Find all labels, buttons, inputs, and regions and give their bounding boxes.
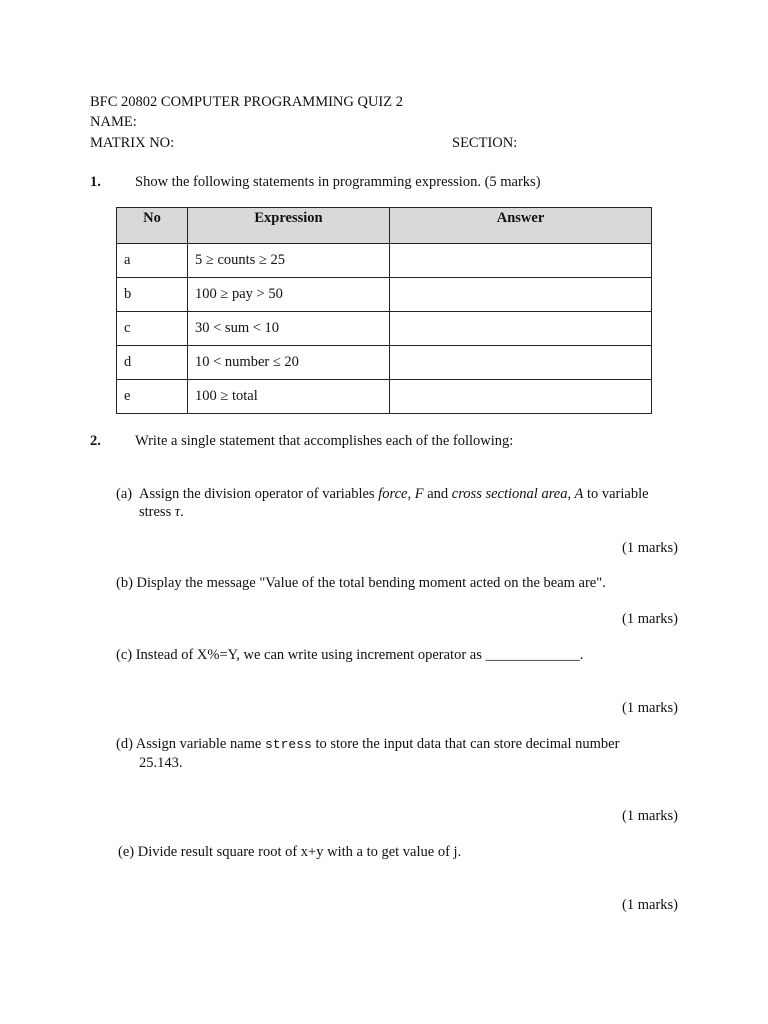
question-1-text: Show the following statements in programming expression. (5 marks) — [135, 174, 541, 190]
question-2b-text: (b) Display the message "Value of the total bending moment acted on the beam are". — [116, 575, 606, 591]
quiz-title: BFC 20802 COMPUTER PROGRAMMING QUIZ 2 — [90, 94, 403, 110]
question-2b-marks: (1 marks) — [622, 611, 678, 627]
question-2a-line2 — [139, 504, 184, 521]
row-answer-cell[interactable] — [390, 346, 652, 380]
question-2d-line2: 25.143. — [139, 755, 183, 771]
question-2a-force: force, F — [378, 486, 424, 502]
row-answer-cell[interactable] — [390, 278, 652, 312]
question-2d-post: to store the input data that can store decimal number — [311, 736, 620, 752]
table-row — [117, 346, 652, 380]
row-expression: 30 < sum < 10 — [188, 312, 390, 346]
question-2a-text — [139, 486, 649, 503]
question-2a-post: to variable — [583, 486, 649, 502]
row-expression: 10 < number ≤ 20 — [188, 346, 390, 380]
column-header-no: No — [117, 208, 188, 244]
matrix-no-label: MATRIX NO: — [90, 135, 175, 151]
row-no: c — [117, 312, 188, 346]
table-row — [117, 312, 652, 346]
question-2a-area: cross sectional area, A — [451, 486, 584, 502]
question-2d-pre: (d) Assign variable name — [116, 736, 265, 752]
question-2-number: 2. — [90, 433, 101, 449]
row-answer-cell[interactable] — [390, 380, 652, 414]
question-2a-line2-post: . — [180, 504, 184, 520]
question-2d-text — [116, 736, 619, 753]
row-expression: 5 ≥ counts ≥ 25 — [188, 244, 390, 278]
table-row — [117, 244, 652, 278]
name-label: NAME: — [90, 114, 137, 130]
question-2c-marks: (1 marks) — [622, 700, 678, 716]
row-no: a — [117, 244, 188, 278]
question-2a-label: (a) — [116, 486, 133, 502]
table-row — [117, 278, 652, 312]
question-2a-mid: and — [423, 486, 452, 502]
table-row — [117, 380, 652, 414]
row-expression: 100 ≥ pay > 50 — [188, 278, 390, 312]
table-header-row — [117, 208, 652, 244]
question-2a-line2-pre: stress — [139, 504, 175, 520]
question-2c-text: (c) Instead of X%=Y, we can write using increment operator as _____________. — [116, 647, 584, 663]
question-2-text: Write a single statement that accomplishes each of the following: — [135, 433, 514, 449]
question-2a-pre: Assign the division operator of variables — [139, 486, 379, 502]
row-answer-cell[interactable] — [390, 312, 652, 346]
question-2d-code: stress — [265, 737, 312, 752]
expression-table — [116, 207, 652, 414]
column-header-expression: Expression — [188, 208, 390, 244]
row-no: d — [117, 346, 188, 380]
question-2d-marks: (1 marks) — [622, 808, 678, 824]
section-label: SECTION: — [452, 135, 518, 151]
tau-symbol: τ — [174, 504, 181, 520]
row-expression: 100 ≥ total — [188, 380, 390, 414]
question-2e-text: (e) Divide result square root of x+y with a to get value of j. — [118, 844, 462, 860]
question-2e-marks: (1 marks) — [622, 897, 678, 913]
row-answer-cell[interactable] — [390, 244, 652, 278]
row-no: e — [117, 380, 188, 414]
question-1-number: 1. — [90, 174, 101, 190]
column-header-answer: Answer — [390, 208, 652, 244]
question-2a-marks: (1 marks) — [622, 540, 678, 556]
row-no: b — [117, 278, 188, 312]
